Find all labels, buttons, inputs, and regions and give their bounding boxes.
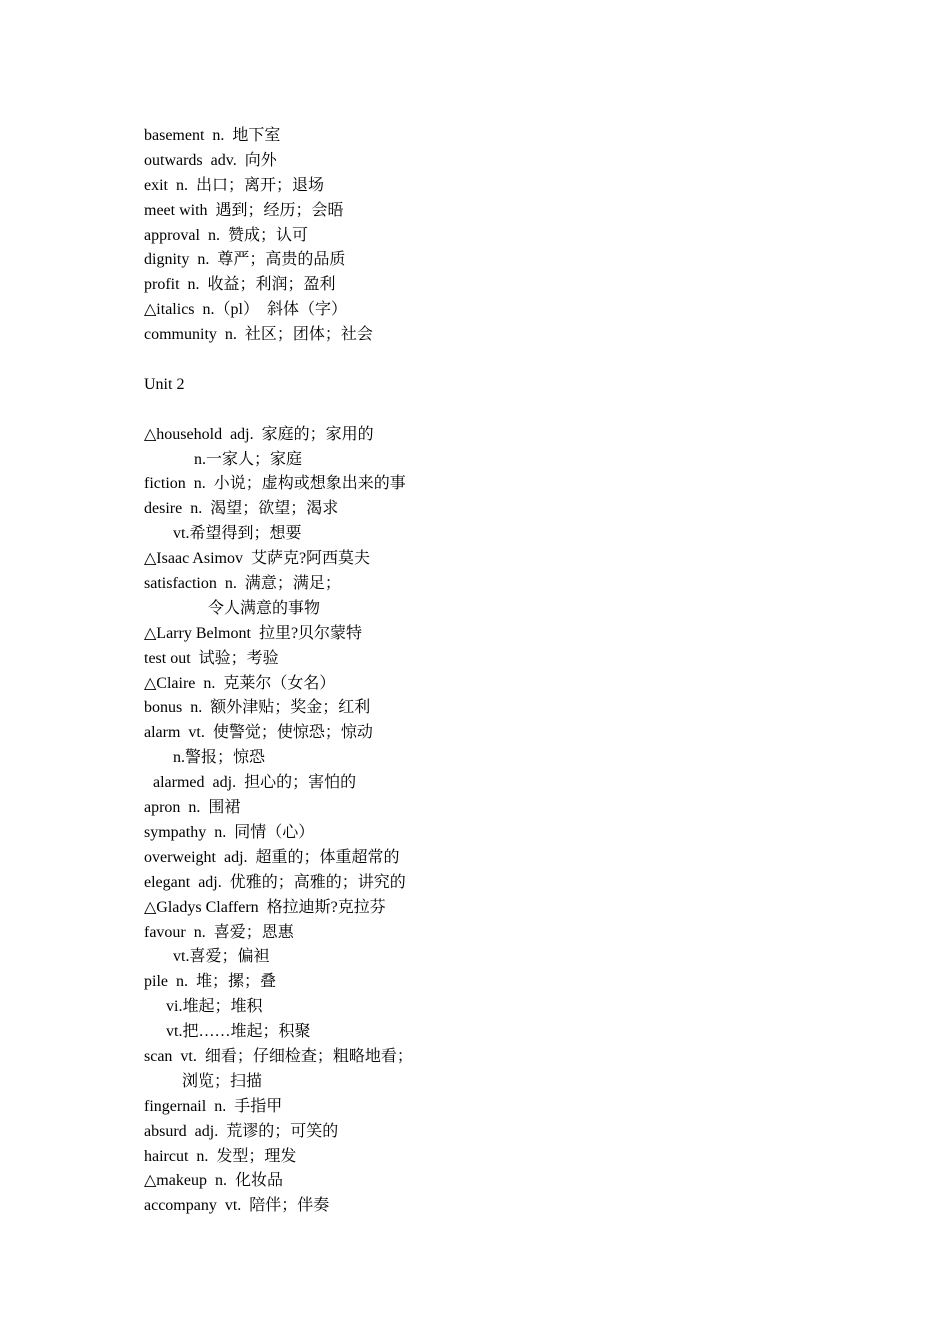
vocab-subentry: alarmed adj. 担心的；害怕的 bbox=[153, 774, 357, 792]
vocab-entry: apron n. 围裙 bbox=[144, 799, 241, 817]
vocab-subentry: vt.喜爱；偏袒 bbox=[173, 948, 270, 966]
vocab-entry: △Gladys Claffern 格拉迪斯?克拉芬 bbox=[144, 898, 386, 916]
vocab-entry: desire n. 渴望；欲望；渴求 bbox=[144, 500, 339, 518]
vocab-entry: sympathy n. 同情（心） bbox=[144, 823, 315, 841]
unit-heading: Unit 2 bbox=[144, 375, 185, 393]
vocab-subentry: vi.堆起；堆积 bbox=[166, 998, 263, 1016]
vocab-entry: basement n. 地下室 bbox=[144, 127, 281, 144]
vocab-entry: exit n. 出口；离开；退场 bbox=[144, 176, 324, 194]
vocab-entry: △Claire n. 克莱尔（女名） bbox=[144, 674, 336, 692]
blank-line bbox=[144, 348, 844, 373]
vocab-entry: △italics n.（pl） 斜体（字） bbox=[144, 301, 347, 319]
vocab-entry: dignity n. 尊严；高贵的品质 bbox=[144, 251, 346, 269]
vocab-subentry: vt.希望得到；想要 bbox=[173, 525, 302, 543]
vocab-entry: bonus n. 额外津贴；奖金；红利 bbox=[144, 699, 371, 717]
vocab-subentry: 令人满意的事物 bbox=[208, 599, 321, 617]
vocab-entry: elegant adj. 优雅的；高雅的；讲究的 bbox=[144, 873, 406, 891]
vocab-entry: pile n. 堆；摞；叠 bbox=[144, 973, 276, 991]
vocab-entry: approval n. 赞成；认可 bbox=[144, 226, 308, 244]
vocab-entry: haircut n. 发型；理发 bbox=[144, 1147, 297, 1165]
vocab-entry: outwards adv. 向外 bbox=[144, 151, 277, 169]
vocab-entry: absurd adj. 荒谬的；可笑的 bbox=[144, 1122, 339, 1140]
vocab-subentry: n.一家人；家庭 bbox=[194, 450, 303, 468]
vocab-entry: △Larry Belmont 拉里?贝尔蒙特 bbox=[144, 624, 363, 642]
vocab-entry: meet with 遇到；经历；会晤 bbox=[144, 201, 344, 219]
vocab-entry: favour n. 喜爱；恩惠 bbox=[144, 923, 294, 941]
vocab-entry: test out 试验；考验 bbox=[144, 649, 279, 667]
vocab-entry: △Isaac Asimov 艾萨克?阿西莫夫 bbox=[144, 550, 371, 568]
vocab-subentry: 浏览；扫描 bbox=[182, 1072, 263, 1090]
vocab-entry: fingernail n. 手指甲 bbox=[144, 1097, 283, 1115]
vocab-entry: △household adj. 家庭的；家用的 bbox=[144, 425, 374, 443]
vocab-entry: satisfaction n. 满意；满足； bbox=[144, 575, 341, 593]
vocabulary-page bbox=[144, 124, 844, 1219]
vocab-entry: alarm vt. 使警觉；使惊恐；惊动 bbox=[144, 724, 373, 742]
vocab-entry: accompany vt. 陪伴；伴奏 bbox=[144, 1197, 330, 1215]
vocab-entry: community n. 社区；团体；社会 bbox=[144, 326, 373, 344]
vocab-entry: profit n. 收益；利润；盈利 bbox=[144, 276, 336, 294]
blank-line bbox=[144, 398, 844, 423]
vocab-entry: overweight adj. 超重的；体重超常的 bbox=[144, 848, 400, 866]
vocab-entry: fiction n. 小说；虚构或想象出来的事 bbox=[144, 475, 406, 493]
vocab-subentry: vt.把……堆起；积聚 bbox=[166, 1023, 311, 1041]
vocab-entry: △makeup n. 化妆品 bbox=[144, 1172, 283, 1190]
vocab-subentry: n.警报；惊恐 bbox=[173, 749, 266, 767]
vocab-entry: scan vt. 细看；仔细检查；粗略地看； bbox=[144, 1047, 413, 1065]
